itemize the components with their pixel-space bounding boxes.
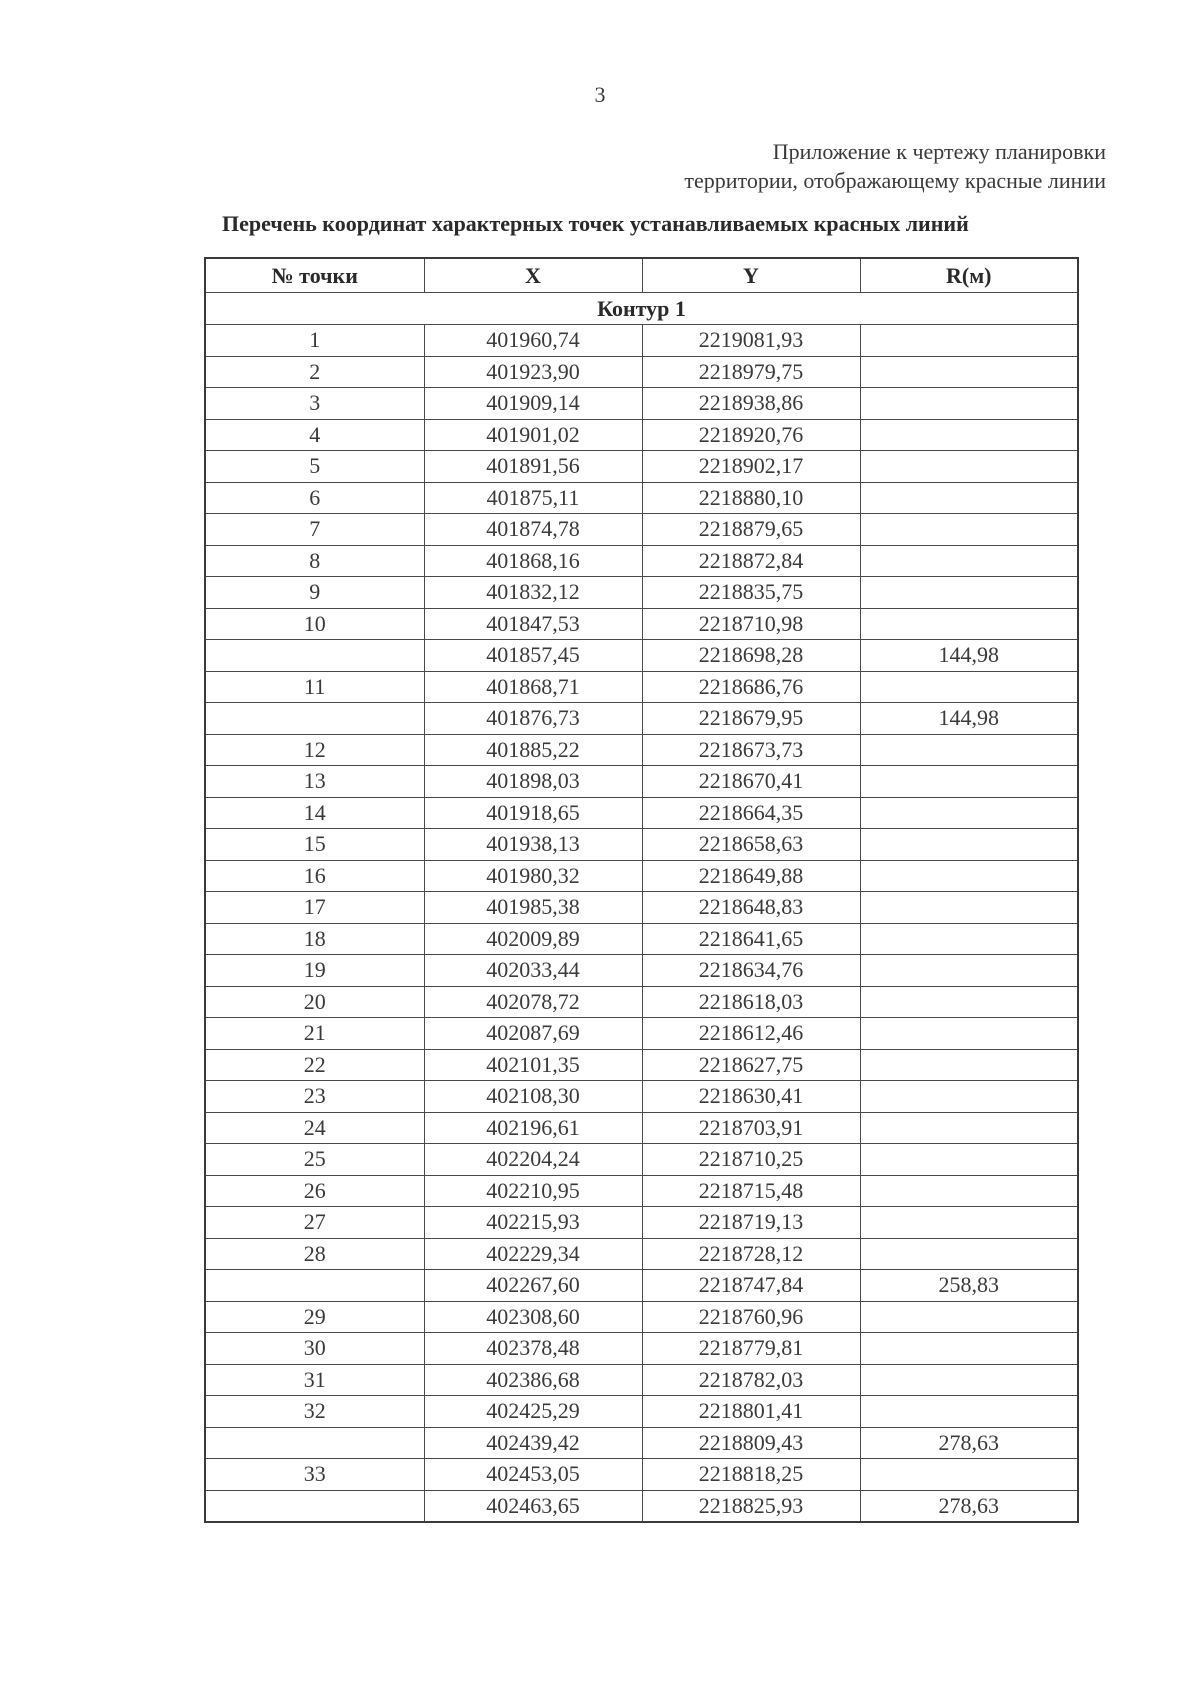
- cell-y: 2218920,76: [642, 419, 860, 451]
- cell-x: 401847,53: [424, 608, 642, 640]
- cell-radius: 278,63: [860, 1490, 1078, 1522]
- table-row: [205, 640, 1078, 672]
- cell-y: 2218648,83: [642, 892, 860, 924]
- cell-point-number: 3: [205, 388, 424, 420]
- cell-point-number: 2: [205, 356, 424, 388]
- cell-y: 2218649,88: [642, 860, 860, 892]
- cell-point-number: 8: [205, 545, 424, 577]
- cell-x: 401832,12: [424, 577, 642, 609]
- cell-x: 402033,44: [424, 955, 642, 987]
- cell-x: 401891,56: [424, 451, 642, 483]
- cell-y: 2218715,48: [642, 1175, 860, 1207]
- cell-x: 401980,32: [424, 860, 642, 892]
- cell-radius: [860, 797, 1078, 829]
- cell-point-number: 23: [205, 1081, 424, 1113]
- cell-x: 401875,11: [424, 482, 642, 514]
- cell-radius: [860, 577, 1078, 609]
- cell-radius: [860, 1238, 1078, 1270]
- cell-radius: [860, 1018, 1078, 1050]
- table-row: [205, 1270, 1078, 1302]
- cell-radius: [860, 419, 1078, 451]
- cell-x: 402439,42: [424, 1427, 642, 1459]
- table-row: [205, 514, 1078, 546]
- cell-point-number: 12: [205, 734, 424, 766]
- cell-x: 401909,14: [424, 388, 642, 420]
- page-number: 3: [594, 82, 606, 107]
- cell-x: 402078,72: [424, 986, 642, 1018]
- table-row: [205, 1081, 1078, 1113]
- header-point-number: № точки: [205, 258, 424, 293]
- table-row: [205, 419, 1078, 451]
- cell-y: 2218673,73: [642, 734, 860, 766]
- cell-radius: [860, 955, 1078, 987]
- header-radius: R(м): [860, 258, 1078, 293]
- cell-point-number: 26: [205, 1175, 424, 1207]
- cell-radius: [860, 451, 1078, 483]
- appendix-note-line-1: Приложение к чертежу планировки: [772, 139, 1106, 164]
- cell-x: 402229,34: [424, 1238, 642, 1270]
- cell-radius: [860, 860, 1078, 892]
- cell-x: 401918,65: [424, 797, 642, 829]
- cell-y: 2218719,13: [642, 1207, 860, 1239]
- table-row: [205, 1144, 1078, 1176]
- cell-radius: [860, 671, 1078, 703]
- cell-y: 2218670,41: [642, 766, 860, 798]
- table-row: [205, 1049, 1078, 1081]
- cell-x: 401874,78: [424, 514, 642, 546]
- cell-point-number: 19: [205, 955, 424, 987]
- cell-y: 2218835,75: [642, 577, 860, 609]
- cell-point-number: 27: [205, 1207, 424, 1239]
- cell-y: 2219081,93: [642, 325, 860, 357]
- table-header: [205, 258, 1078, 293]
- cell-y: 2218698,28: [642, 640, 860, 672]
- cell-radius: [860, 1459, 1078, 1491]
- cell-x: 402215,93: [424, 1207, 642, 1239]
- cell-x: 401868,71: [424, 671, 642, 703]
- table-row: [205, 1112, 1078, 1144]
- cell-radius: [860, 545, 1078, 577]
- table-row: [205, 608, 1078, 640]
- table-row: [205, 356, 1078, 388]
- cell-point-number: 31: [205, 1364, 424, 1396]
- cell-point-number: 33: [205, 1459, 424, 1491]
- cell-y: 2218664,35: [642, 797, 860, 829]
- cell-radius: [860, 356, 1078, 388]
- cell-radius: [860, 1364, 1078, 1396]
- cell-radius: 258,83: [860, 1270, 1078, 1302]
- table-row: [205, 577, 1078, 609]
- cell-radius: 144,98: [860, 703, 1078, 735]
- table-row: [205, 1207, 1078, 1239]
- cell-radius: [860, 1207, 1078, 1239]
- cell-y: 2218879,65: [642, 514, 860, 546]
- table-body: [205, 293, 1078, 1523]
- table-row: [205, 1490, 1078, 1522]
- table-row: [205, 1333, 1078, 1365]
- table-row: [205, 482, 1078, 514]
- cell-x: 402463,65: [424, 1490, 642, 1522]
- cell-radius: [860, 1144, 1078, 1176]
- cell-x: 402267,60: [424, 1270, 642, 1302]
- appendix-note: [684, 137, 1106, 195]
- cell-x: 402425,29: [424, 1396, 642, 1428]
- cell-x: 402101,35: [424, 1049, 642, 1081]
- cell-radius: [860, 1049, 1078, 1081]
- cell-point-number: 14: [205, 797, 424, 829]
- table-row: [205, 1364, 1078, 1396]
- cell-x: 401985,38: [424, 892, 642, 924]
- cell-x: 402009,89: [424, 923, 642, 955]
- cell-point-number: [205, 1490, 424, 1522]
- cell-point-number: 5: [205, 451, 424, 483]
- cell-x: 401876,73: [424, 703, 642, 735]
- cell-y: 2218634,76: [642, 955, 860, 987]
- cell-point-number: 20: [205, 986, 424, 1018]
- table-row: [205, 1301, 1078, 1333]
- cell-point-number: 9: [205, 577, 424, 609]
- cell-y: 2218658,63: [642, 829, 860, 861]
- table-row: [205, 1018, 1078, 1050]
- cell-x: 402108,30: [424, 1081, 642, 1113]
- cell-radius: [860, 1112, 1078, 1144]
- cell-y: 2218747,84: [642, 1270, 860, 1302]
- cell-radius: [860, 325, 1078, 357]
- table-row: [205, 766, 1078, 798]
- cell-point-number: 16: [205, 860, 424, 892]
- cell-y: 2218818,25: [642, 1459, 860, 1491]
- cell-x: 402210,95: [424, 1175, 642, 1207]
- cell-x: 402386,68: [424, 1364, 642, 1396]
- cell-x: 402087,69: [424, 1018, 642, 1050]
- header-row: [205, 258, 1078, 293]
- cell-y: 2218801,41: [642, 1396, 860, 1428]
- cell-y: 2218880,10: [642, 482, 860, 514]
- cell-point-number: [205, 1427, 424, 1459]
- cell-y: 2218809,43: [642, 1427, 860, 1459]
- cell-y: 2218710,98: [642, 608, 860, 640]
- cell-point-number: 32: [205, 1396, 424, 1428]
- cell-y: 2218627,75: [642, 1049, 860, 1081]
- header-x: X: [424, 258, 642, 293]
- cell-y: 2218872,84: [642, 545, 860, 577]
- table-row: [205, 703, 1078, 735]
- table-row: [205, 860, 1078, 892]
- cell-y: 2218679,95: [642, 703, 860, 735]
- table-row: [205, 986, 1078, 1018]
- table-row: [205, 797, 1078, 829]
- cell-radius: [860, 1175, 1078, 1207]
- cell-y: 2218710,25: [642, 1144, 860, 1176]
- cell-y: 2218938,86: [642, 388, 860, 420]
- table-row: [205, 923, 1078, 955]
- cell-point-number: 17: [205, 892, 424, 924]
- cell-radius: [860, 1396, 1078, 1428]
- cell-y: 2218630,41: [642, 1081, 860, 1113]
- cell-point-number: 30: [205, 1333, 424, 1365]
- cell-point-number: 21: [205, 1018, 424, 1050]
- cell-x: 401857,45: [424, 640, 642, 672]
- cell-radius: [860, 986, 1078, 1018]
- table-row: [205, 545, 1078, 577]
- cell-point-number: 6: [205, 482, 424, 514]
- cell-y: 2218825,93: [642, 1490, 860, 1522]
- cell-point-number: 29: [205, 1301, 424, 1333]
- cell-radius: [860, 608, 1078, 640]
- cell-point-number: [205, 640, 424, 672]
- table-row: [205, 671, 1078, 703]
- cell-radius: [860, 923, 1078, 955]
- cell-radius: 144,98: [860, 640, 1078, 672]
- table-row: [205, 892, 1078, 924]
- cell-radius: [860, 766, 1078, 798]
- header-y: Y: [642, 258, 860, 293]
- cell-y: 2218728,12: [642, 1238, 860, 1270]
- table-row: [205, 1238, 1078, 1270]
- cell-y: 2218641,65: [642, 923, 860, 955]
- cell-y: 2218902,17: [642, 451, 860, 483]
- cell-x: 401960,74: [424, 325, 642, 357]
- cell-y: 2218703,91: [642, 1112, 860, 1144]
- cell-x: 402453,05: [424, 1459, 642, 1491]
- cell-point-number: [205, 703, 424, 735]
- cell-x: 401868,16: [424, 545, 642, 577]
- cell-x: 402204,24: [424, 1144, 642, 1176]
- cell-point-number: 13: [205, 766, 424, 798]
- cell-y: 2218618,03: [642, 986, 860, 1018]
- cell-radius: [860, 829, 1078, 861]
- table-row: [205, 1427, 1078, 1459]
- cell-radius: [860, 892, 1078, 924]
- table-row: [205, 1175, 1078, 1207]
- cell-x: 402308,60: [424, 1301, 642, 1333]
- cell-x: 401938,13: [424, 829, 642, 861]
- cell-radius: [860, 1333, 1078, 1365]
- table-row: [205, 451, 1078, 483]
- table-row: [205, 734, 1078, 766]
- cell-point-number: 25: [205, 1144, 424, 1176]
- cell-point-number: 1: [205, 325, 424, 357]
- cell-x: 402196,61: [424, 1112, 642, 1144]
- cell-radius: [860, 1301, 1078, 1333]
- cell-radius: [860, 734, 1078, 766]
- cell-point-number: 22: [205, 1049, 424, 1081]
- cell-x: 401885,22: [424, 734, 642, 766]
- cell-y: 2218979,75: [642, 356, 860, 388]
- cell-y: 2218686,76: [642, 671, 860, 703]
- table-row: [205, 829, 1078, 861]
- cell-radius: [860, 388, 1078, 420]
- cell-radius: [860, 1081, 1078, 1113]
- cell-x: 402378,48: [424, 1333, 642, 1365]
- table-row: [205, 388, 1078, 420]
- cell-radius: 278,63: [860, 1427, 1078, 1459]
- cell-point-number: 24: [205, 1112, 424, 1144]
- cell-y: 2218612,46: [642, 1018, 860, 1050]
- cell-x: 401898,03: [424, 766, 642, 798]
- cell-point-number: 11: [205, 671, 424, 703]
- cell-x: 401901,02: [424, 419, 642, 451]
- cell-radius: [860, 482, 1078, 514]
- cell-y: 2218782,03: [642, 1364, 860, 1396]
- section-row: [205, 293, 1078, 325]
- cell-point-number: 7: [205, 514, 424, 546]
- cell-y: 2218760,96: [642, 1301, 860, 1333]
- appendix-note-line-2: территории, отображающему красные линии: [684, 168, 1106, 193]
- cell-point-number: 10: [205, 608, 424, 640]
- cell-point-number: 28: [205, 1238, 424, 1270]
- table-row: [205, 955, 1078, 987]
- cell-y: 2218779,81: [642, 1333, 860, 1365]
- cell-radius: [860, 514, 1078, 546]
- cell-x: 401923,90: [424, 356, 642, 388]
- cell-point-number: [205, 1270, 424, 1302]
- section-label: Контур 1: [205, 293, 1078, 325]
- document-title: Перечень координат характерных точек устанавливаемых красных линий: [222, 211, 969, 236]
- cell-point-number: 4: [205, 419, 424, 451]
- table-row: [205, 1459, 1078, 1491]
- cell-point-number: 15: [205, 829, 424, 861]
- cell-point-number: 18: [205, 923, 424, 955]
- table-row: [205, 325, 1078, 357]
- coordinates-table: [204, 257, 1079, 1523]
- table-row: [205, 1396, 1078, 1428]
